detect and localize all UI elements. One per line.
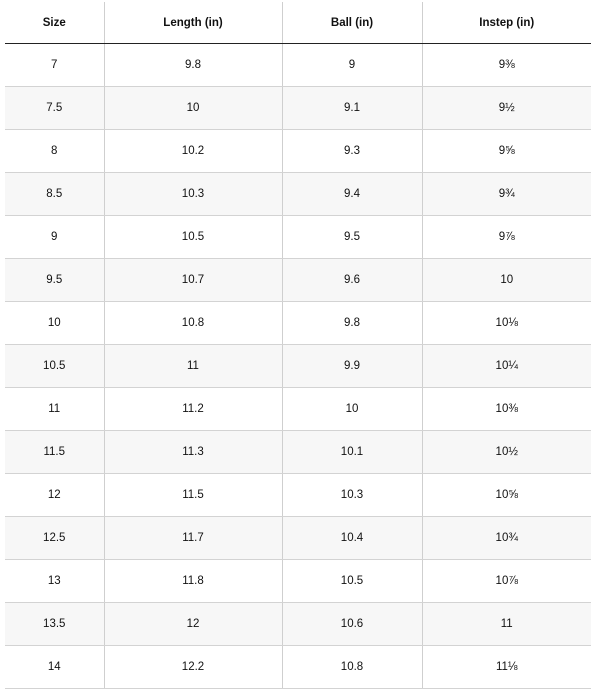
cell-length: 11.5 <box>104 474 282 517</box>
cell-size: 12.5 <box>5 517 104 560</box>
cell-ball: 9.3 <box>282 130 422 173</box>
cell-ball: 10.3 <box>282 474 422 517</box>
cell-instep: 10⅜ <box>422 388 591 431</box>
table-row <box>5 302 591 345</box>
cell-size: 9 <box>5 216 104 259</box>
cell-ball: 10.5 <box>282 560 422 603</box>
table-row <box>5 603 591 646</box>
table-row <box>5 431 591 474</box>
cell-size: 10.5 <box>5 345 104 388</box>
cell-instep: 9⅝ <box>422 130 591 173</box>
cell-instep: 9⅞ <box>422 216 591 259</box>
cell-ball: 9.1 <box>282 87 422 130</box>
cell-length: 10.2 <box>104 130 282 173</box>
cell-length: 11.8 <box>104 560 282 603</box>
cell-ball: 10.1 <box>282 431 422 474</box>
table-row <box>5 517 591 560</box>
cell-length: 10.3 <box>104 173 282 216</box>
header-length: Length (in) <box>104 2 282 44</box>
header-ball: Ball (in) <box>282 2 422 44</box>
cell-ball: 9.4 <box>282 173 422 216</box>
table-row <box>5 216 591 259</box>
cell-ball: 9.8 <box>282 302 422 345</box>
cell-length: 10.8 <box>104 302 282 345</box>
cell-size: 9.5 <box>5 259 104 302</box>
table-row <box>5 345 591 388</box>
cell-ball: 10.8 <box>282 646 422 689</box>
cell-size: 11 <box>5 388 104 431</box>
cell-length: 10.5 <box>104 216 282 259</box>
header-row <box>5 2 591 44</box>
cell-size: 7 <box>5 44 104 87</box>
cell-instep: 10¾ <box>422 517 591 560</box>
cell-ball: 9.5 <box>282 216 422 259</box>
cell-size: 11.5 <box>5 431 104 474</box>
cell-length: 11 <box>104 345 282 388</box>
table-row <box>5 130 591 173</box>
cell-length: 12.2 <box>104 646 282 689</box>
header-size: Size <box>5 2 104 44</box>
cell-ball: 9.6 <box>282 259 422 302</box>
table-row <box>5 44 591 87</box>
cell-length: 11.2 <box>104 388 282 431</box>
cell-ball: 10.4 <box>282 517 422 560</box>
cell-size: 13.5 <box>5 603 104 646</box>
table-row <box>5 173 591 216</box>
cell-instep: 11 <box>422 603 591 646</box>
cell-size: 7.5 <box>5 87 104 130</box>
size-chart-table-container <box>5 2 591 689</box>
cell-instep: 10⅝ <box>422 474 591 517</box>
table-row <box>5 474 591 517</box>
cell-size: 14 <box>5 646 104 689</box>
header-instep: Instep (in) <box>422 2 591 44</box>
cell-size: 12 <box>5 474 104 517</box>
cell-length: 10.7 <box>104 259 282 302</box>
cell-length: 11.3 <box>104 431 282 474</box>
cell-instep: 10⅛ <box>422 302 591 345</box>
cell-instep: 9¾ <box>422 173 591 216</box>
cell-size: 8 <box>5 130 104 173</box>
cell-instep: 9⅜ <box>422 44 591 87</box>
cell-size: 8.5 <box>5 173 104 216</box>
table-row <box>5 560 591 603</box>
cell-instep: 9½ <box>422 87 591 130</box>
cell-instep: 11⅛ <box>422 646 591 689</box>
cell-size: 13 <box>5 560 104 603</box>
size-chart-table <box>5 2 591 689</box>
cell-length: 9.8 <box>104 44 282 87</box>
cell-ball: 9.9 <box>282 345 422 388</box>
table-row <box>5 646 591 689</box>
table-header <box>5 2 591 44</box>
cell-instep: 10 <box>422 259 591 302</box>
cell-instep: 10½ <box>422 431 591 474</box>
cell-length: 10 <box>104 87 282 130</box>
cell-instep: 10⅞ <box>422 560 591 603</box>
cell-length: 11.7 <box>104 517 282 560</box>
cell-ball: 9 <box>282 44 422 87</box>
cell-instep: 10¼ <box>422 345 591 388</box>
cell-size: 10 <box>5 302 104 345</box>
table-row <box>5 388 591 431</box>
table-body <box>5 44 591 689</box>
cell-ball: 10.6 <box>282 603 422 646</box>
cell-ball: 10 <box>282 388 422 431</box>
table-row <box>5 259 591 302</box>
table-row <box>5 87 591 130</box>
cell-length: 12 <box>104 603 282 646</box>
